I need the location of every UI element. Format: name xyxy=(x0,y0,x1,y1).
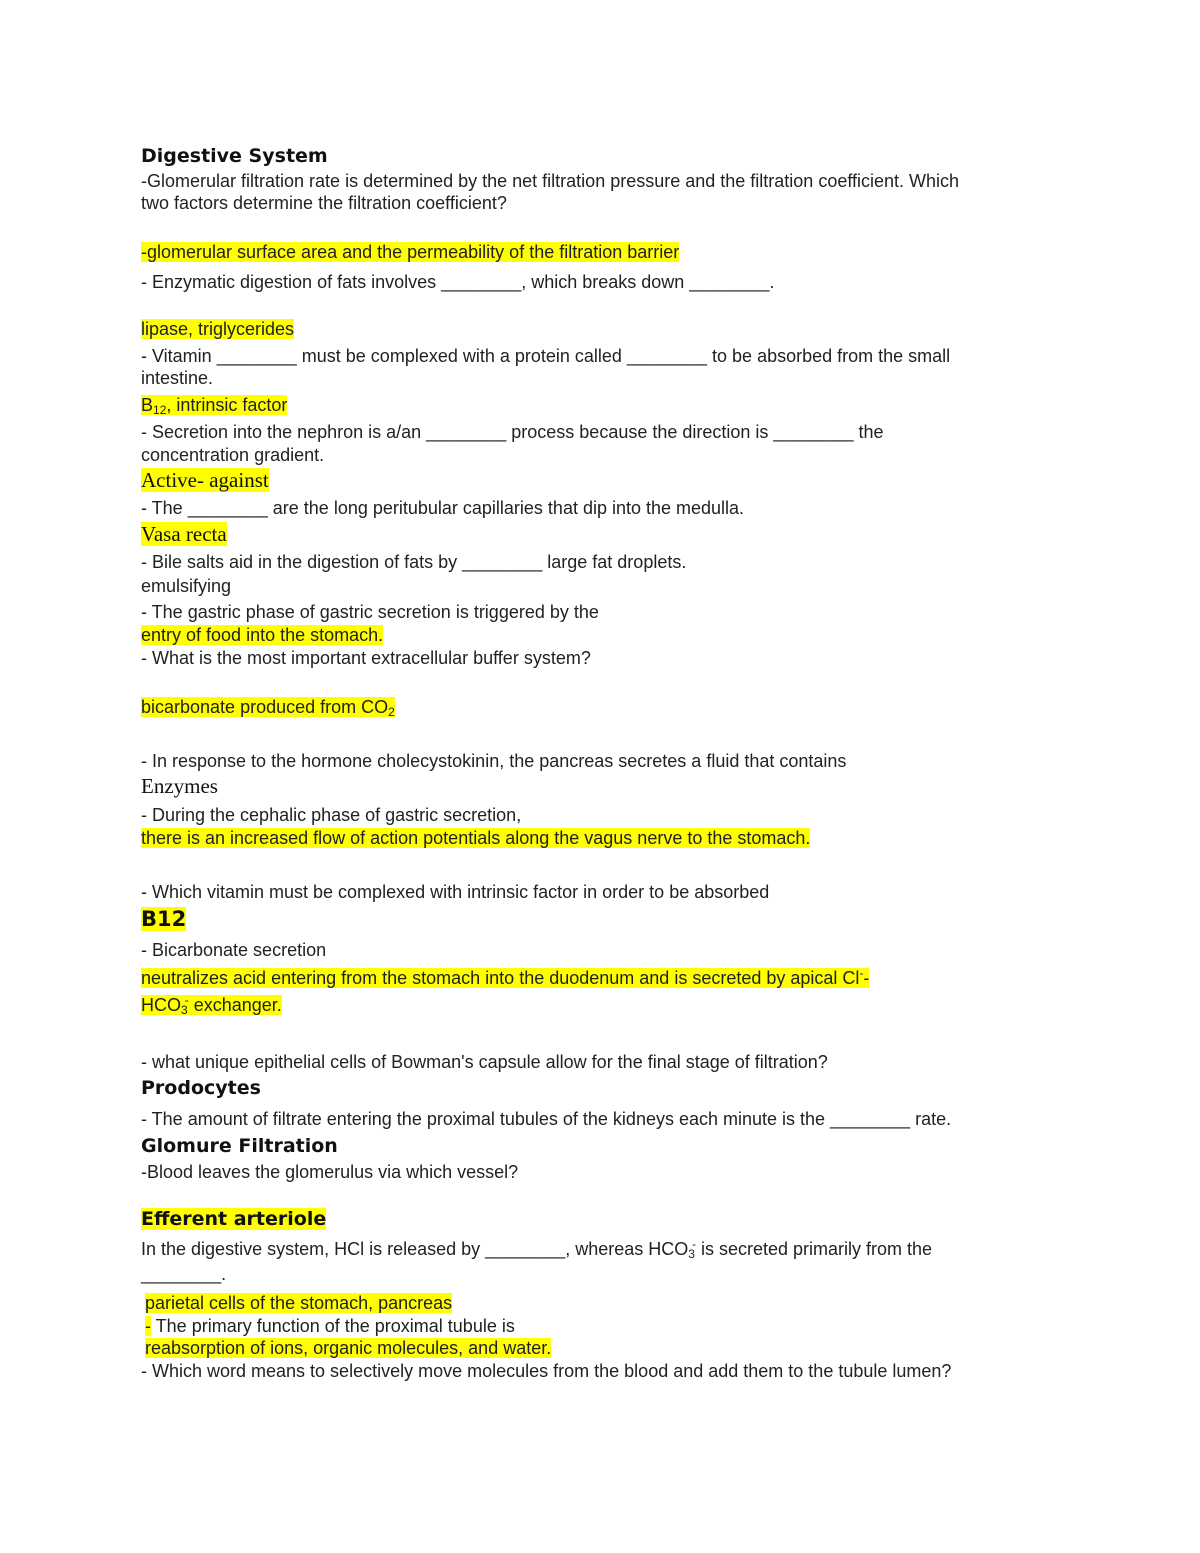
document-title: Digestive System xyxy=(141,145,328,167)
answer-15: Efferent arteriole xyxy=(141,1208,327,1230)
answer-12-line-2: $HCO_3^-$ exchanger. xyxy=(141,993,282,1017)
question-12: - Bicarbonate secretion xyxy=(141,940,327,960)
answer-8: bicarbonate produced from $CO_2$ xyxy=(141,697,395,719)
question-1-line-1: -Glomerular filtration rate is determined by the net filtration pressure and the filtration coefficient. Which xyxy=(141,171,960,191)
answer-10: there is an increased flow of action potentials along the vagus nerve to the stomach. xyxy=(141,828,811,848)
question-6: - Bile salts aid in the digestion of fats by ________ large fat droplets. xyxy=(141,552,687,572)
question-1-line-2: two factors determine the filtration coefficient? xyxy=(141,193,507,213)
answer-17: reabsorption of ions, organic molecules, and water. xyxy=(145,1338,552,1358)
question-16-line-2: ________. xyxy=(141,1264,227,1284)
answer-5: Vasa recta xyxy=(141,522,227,546)
question-14: - The amount of filtrate entering the proximal tubules of the kidneys each minute is the ________ rate. xyxy=(141,1109,952,1129)
answer-11: B12 xyxy=(141,907,187,931)
question-7: - The gastric phase of gastric secretion is triggered by the xyxy=(141,602,599,622)
answer-3: $B_{12}$, intrinsic factor xyxy=(141,395,288,417)
question-17: - The primary function of the proximal tubule is xyxy=(145,1316,515,1336)
question-5: - The ________ are the long peritubular capillaries that dip into the medulla. xyxy=(141,498,745,518)
question-18: - Which word means to selectively move molecules from the blood and add them to the tubule lumen? xyxy=(141,1361,952,1381)
question-13: - what unique epithelial cells of Bowman's capsule allow for the final stage of filtration? xyxy=(141,1052,828,1072)
answer-12-line-1: neutralizes acid entering from the stomach into the duodenum and is secreted by apical Cl-- xyxy=(141,966,870,988)
answer-7: entry of food into the stomach. xyxy=(141,625,384,645)
question-4-line-1: - Secretion into the nephron is a/an ________ process because the direction is ________ the xyxy=(141,422,884,442)
question-2: - Enzymatic digestion of fats involves ________, which breaks down ________. xyxy=(141,272,775,292)
answer-1: -glomerular surface area and the permeability of the filtration barrier xyxy=(141,242,680,262)
answer-14: Glomure Filtration xyxy=(141,1135,338,1157)
answer-13: Prodocytes xyxy=(141,1077,261,1099)
question-8: - What is the most important extracellular buffer system? xyxy=(141,648,591,668)
answer-16: parietal cells of the stomach, pancreas xyxy=(145,1293,453,1313)
answer-4: Active- against xyxy=(141,468,269,492)
question-9: - In response to the hormone cholecystokinin, the pancreas secretes a fluid that contains xyxy=(141,751,847,771)
question-3-line-2: intestine. xyxy=(141,368,214,388)
answer-6: emulsifying xyxy=(141,576,232,596)
answer-9: Enzymes xyxy=(141,774,218,798)
question-3-line-1: - Vitamin ________ must be complexed with a protein called ________ to be absorbed from the small xyxy=(141,346,951,366)
question-15: -Blood leaves the glomerulus via which vessel? xyxy=(141,1162,519,1182)
answer-2: lipase, triglycerides xyxy=(141,319,295,339)
question-16-line-1: In the digestive system, HCl is released by ________, whereas $HCO_3^-$ is secreted primarily from the xyxy=(141,1237,933,1261)
question-4-line-2: concentration gradient. xyxy=(141,445,325,465)
question-10: - During the cephalic phase of gastric secretion, xyxy=(141,805,522,825)
question-11: - Which vitamin must be complexed with intrinsic factor in order to be absorbed xyxy=(141,882,770,902)
